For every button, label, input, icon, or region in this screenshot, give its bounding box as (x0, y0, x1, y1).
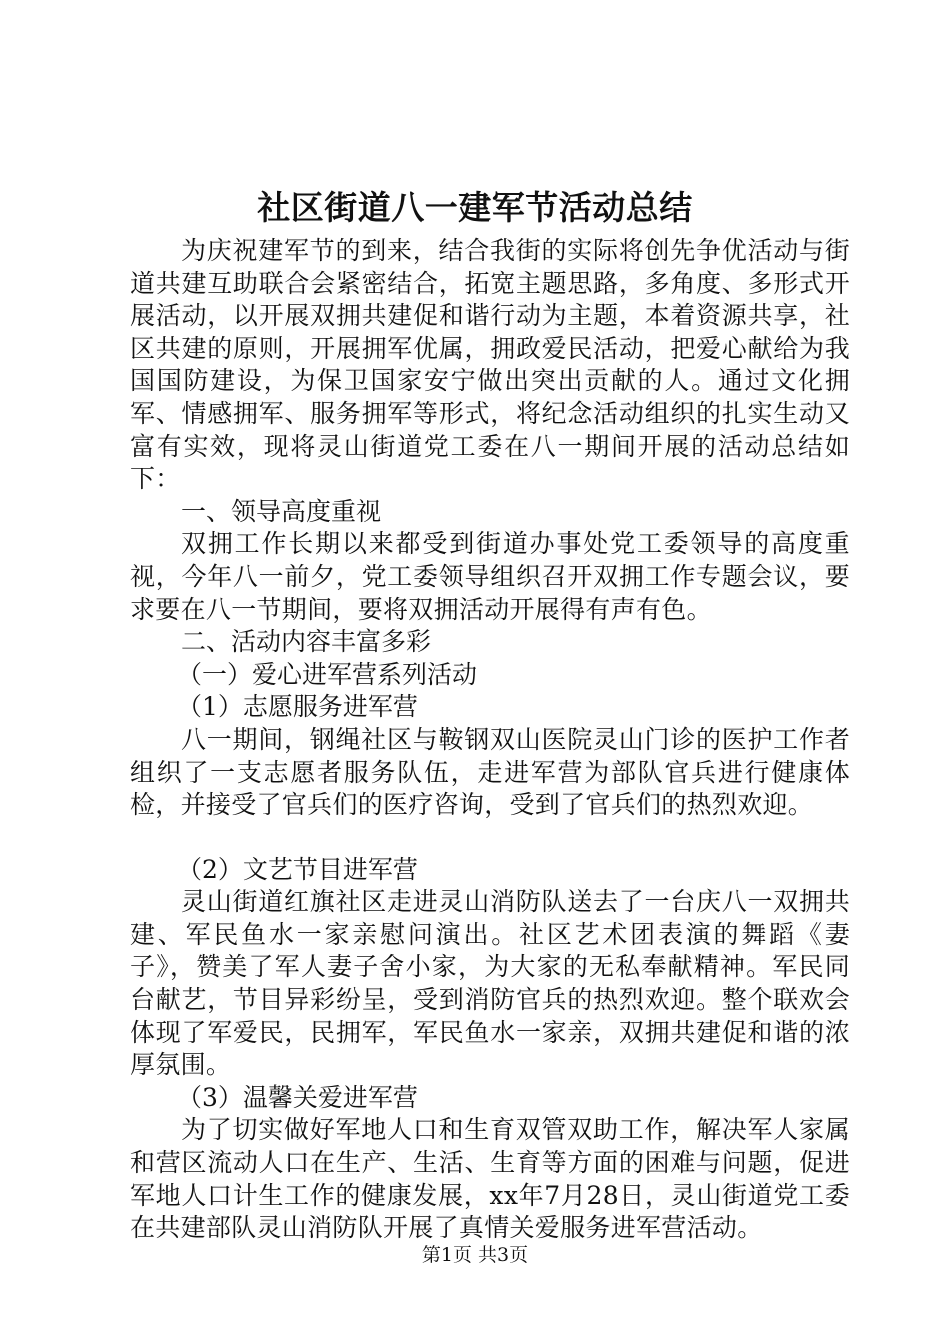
document-body (130, 235, 850, 1245)
subsection-heading-love-into-barracks: （一）爱心进军营系列活动 (177, 659, 478, 689)
section-heading-leadership: 一、领导高度重视 (181, 496, 382, 526)
leadership-paragraph: 双拥工作长期以来都受到街道办事处党工委领导的高度重视，今年八一前夕，党工委领导组织召开双拥工作专题会议，要求要在八一节期间，要将双拥活动开展得有声有色。 (130, 529, 850, 624)
page-number-footer: 第1页 共3页 (421, 1244, 529, 1266)
intro-paragraph: 为庆祝建军节的到来，结合我街的实际将创先争优活动与街道共建互助联合会紧密结合，拓宽主题思路，多角度、多形式开展活动，以开展双拥共建促和谐行动为主题，本着资源共享，社区共建的原则，开展拥军优属，拥政爱民活动，把爱心献给为我国国防建设，为保卫国家安宁做出突出贡献的人。通过文化拥军、情感拥军、服务拥军等形式，将纪念活动组织的扎实生动又富有实效，现将灵山街道党工委在八一期间开展的活动总结如下： (130, 236, 850, 494)
item-heading-performance: （2）文艺节目进军营 (177, 854, 418, 884)
section-heading-activities: 二、活动内容丰富多彩 (181, 627, 432, 657)
volunteer-service-paragraph: 八一期间，钢绳社区与鞍钢双山医院灵山门诊的医护工作者组织了一支志愿者服务队伍，走进军营为部队官兵进行健康体检，并接受了官兵们的医疗咨询，受到了官兵们的热烈欢迎。 (130, 724, 850, 820)
item-heading-care: （3）温馨关爱进军营 (177, 1082, 418, 1112)
performance-paragraph: 灵山街道红旗社区走进灵山消防队送去了一台庆八一双拥共建、军民鱼水一家亲慰问演出。社区艺术团表演的舞蹈《妻子》，赞美了军人妻子舍小家，为大家的无私奉献精神。军民同台献艺，节目异彩纷呈，受到消防官兵的热烈欢迎。整个联欢会体现了军爱民，民拥军，军民鱼水一家亲，双拥共建促和谐的浓厚氛围。 (130, 887, 850, 1080)
document-title: 社区街道八一建军节活动总结 (257, 188, 693, 227)
item-heading-volunteer-service: （1）志愿服务进军营 (177, 692, 418, 722)
care-paragraph: 为了切实做好军地人口和生育双管双助工作，解决军人家属和营区流动人口在生产、生活、生育等方面的困难与问题，促进军地人口计生工作的健康发展，xx年7月28日，灵山街道党工委在共建部队灵山消防队开展了真情关爱服务进军营活动。 (130, 1115, 850, 1243)
